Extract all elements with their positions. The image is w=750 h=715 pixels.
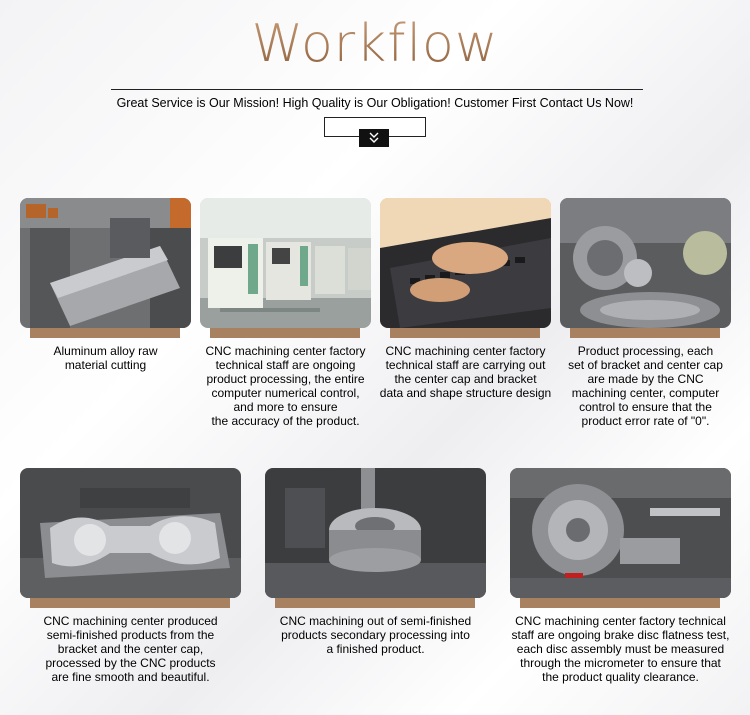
title-divider xyxy=(111,89,643,90)
page-title: Workflow xyxy=(0,14,750,74)
step-caption-5: CNC machining center produced semi-finished products from the bracket and the center cap, processed by the CNC products are fine smooth and beautiful. xyxy=(43,614,218,684)
photo-accent-bar xyxy=(275,598,475,608)
step-caption-2: CNC machining center factory technical staff are ongoing product processing, the entire computer numerical control, and more to ensure the accuracy of the product. xyxy=(205,344,366,428)
double-chevron-down-icon[interactable] xyxy=(359,129,389,147)
secondary-processing-photo xyxy=(265,468,486,598)
laptop-design-photo xyxy=(380,198,551,328)
aluminum-cutting-photo xyxy=(20,198,191,328)
photo-accent-bar xyxy=(210,328,360,338)
photo-accent-bar xyxy=(520,598,720,608)
step-caption-1: Aluminum alloy raw material cutting xyxy=(53,344,158,372)
cnc-factory-photo xyxy=(200,198,371,328)
step-caption-6: CNC machining out of semi-finished products secondary processing into a finished product. xyxy=(279,614,472,656)
step-caption-7: CNC machining center factory technical staff are ongoing brake disc flatness test, each disc assembly must be measured through the micrometer to ensure that the product quality clearance. xyxy=(511,614,730,684)
part-machining-photo xyxy=(560,198,731,328)
step-caption-3: CNC machining center factory technical staff are carrying out the center cap and bracket data and shape structure design xyxy=(379,344,552,400)
photo-accent-bar xyxy=(30,328,180,338)
tagline: Great Service is Our Mission! High Quality is Our Obligation! Customer First Contact Us Now! xyxy=(116,96,634,110)
photo-accent-bar xyxy=(570,328,720,338)
semi-finished-part-photo xyxy=(20,468,241,598)
photo-accent-bar xyxy=(30,598,230,608)
flatness-test-photo xyxy=(510,468,731,598)
photo-accent-bar xyxy=(390,328,540,338)
step-caption-4: Product processing, each set of bracket and center cap are made by the CNC machining center, computer control to ensure that the product error rate of "0". xyxy=(568,344,723,428)
